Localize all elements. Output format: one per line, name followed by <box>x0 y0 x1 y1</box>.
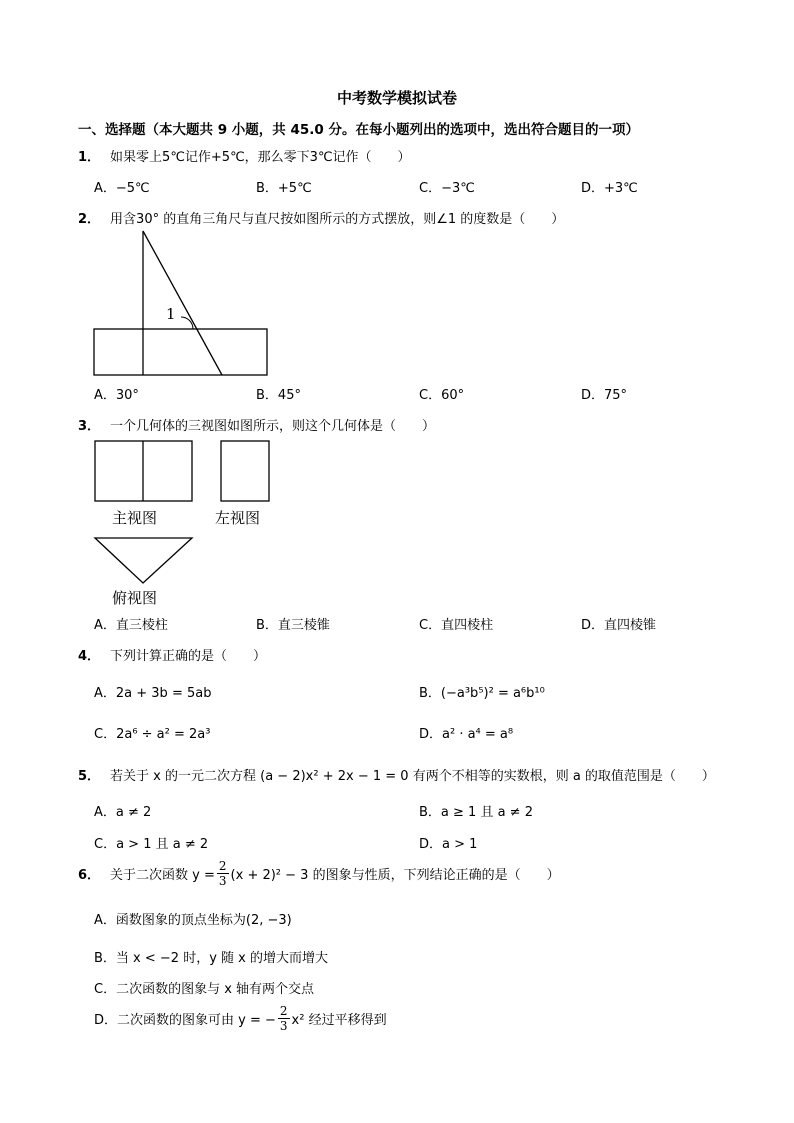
option-d-text: D．二次函数的图象可由 y = − <box>94 1013 276 1028</box>
q4-option-d: D．a² · a⁴ = a⁸ <box>419 727 514 742</box>
question-text-after: (x + 2)² − 3 的图象与性质，下列结论正确的是（ ） <box>230 868 560 883</box>
question-text: 如果零上5℃记作+5℃，那么零下3℃记作（ ） <box>110 150 411 165</box>
q4-option-a: A．2a + 3b = 5ab <box>94 686 212 701</box>
q2-option-c: C．60° <box>419 388 465 403</box>
q2-option-d: D．75° <box>581 388 628 403</box>
question-text-before: 关于二次函数 y = <box>110 868 215 883</box>
question-text: 下列计算正确的是（ ） <box>110 649 267 664</box>
q6-option-b: B．当 x < −2 时，y 随 x 的增大而增大 <box>94 951 328 966</box>
question-6 <box>78 859 560 888</box>
q1-option-c: C．−3℃ <box>419 181 475 196</box>
question-number: 3． <box>78 419 101 434</box>
question-text: 一个几何体的三视图如图所示，则这个几何体是（ ） <box>110 419 436 434</box>
side-view-rect <box>221 441 269 501</box>
question-text: 用含30° 的直角三角尺与直尺按如图所示的方式摆放，则∠1 的度数是（ ） <box>110 212 565 227</box>
fraction-numerator: 2 <box>279 1004 288 1018</box>
question-number: 4． <box>78 649 101 664</box>
q6-option-d <box>94 1004 387 1033</box>
q5-option-d: D．a > 1 <box>419 837 478 852</box>
angle-label: 1 <box>166 305 176 323</box>
question-number: 1． <box>78 150 101 165</box>
side-view-label: 左视图 <box>215 509 261 527</box>
fraction-numerator: 2 <box>218 859 227 873</box>
q2-option-b: B．45° <box>256 388 301 403</box>
question-number: 5． <box>78 769 101 784</box>
question-number: 2． <box>78 212 101 227</box>
q5-option-b: B．a ≥ 1 且 a ≠ 2 <box>419 805 533 820</box>
q6-option-c: C．二次函数的图象与 x 轴有两个交点 <box>94 982 315 997</box>
section-heading: 一、选择题（本大题共 9 小题，共 45.0 分。在每小题列出的选项中，选出符合题目的一项） <box>78 122 640 138</box>
q3-option-b: B．直三棱锥 <box>256 618 330 633</box>
fraction <box>217 859 229 888</box>
question-4 <box>78 645 266 664</box>
q1-option-b: B．+5℃ <box>256 181 312 196</box>
top-view-label: 俯视图 <box>112 589 158 607</box>
fraction <box>278 1004 290 1033</box>
front-view-label: 主视图 <box>112 509 158 527</box>
question-text: 若关于 x 的一元二次方程 (a − 2)x² + 2x − 1 = 0 有两个不相等的实数根，则 a 的取值范围是（ ） <box>110 769 715 784</box>
q3-option-a: A．直三棱柱 <box>94 618 168 633</box>
top-view-triangle <box>95 538 192 583</box>
q2-option-a: A．30° <box>94 388 139 403</box>
question-5 <box>78 765 715 784</box>
q3-option-d: D．直四棱锥 <box>581 618 657 633</box>
q1-option-a: A．−5℃ <box>94 181 150 196</box>
fraction-denominator: 3 <box>218 874 227 888</box>
q6-option-a: A．函数图象的顶点坐标为(2, −3) <box>94 913 292 928</box>
q4-option-b: B．(−a³b⁵)² = a⁶b¹⁰ <box>419 686 545 701</box>
q5-option-a: A．a ≠ 2 <box>94 805 152 820</box>
page-title: 中考数学模拟试卷 <box>336 89 457 107</box>
question-number: 6． <box>78 868 101 883</box>
fraction-denominator: 3 <box>279 1019 288 1033</box>
q5-option-c: C．a > 1 且 a ≠ 2 <box>94 837 209 852</box>
q1-option-d: D．+3℃ <box>581 181 638 196</box>
option-d-text-after: x² 经过平移得到 <box>291 1013 387 1028</box>
q4-option-c: C．2a⁶ ÷ a² = 2a³ <box>94 727 211 742</box>
q3-option-c: C．直四棱柱 <box>419 618 494 633</box>
